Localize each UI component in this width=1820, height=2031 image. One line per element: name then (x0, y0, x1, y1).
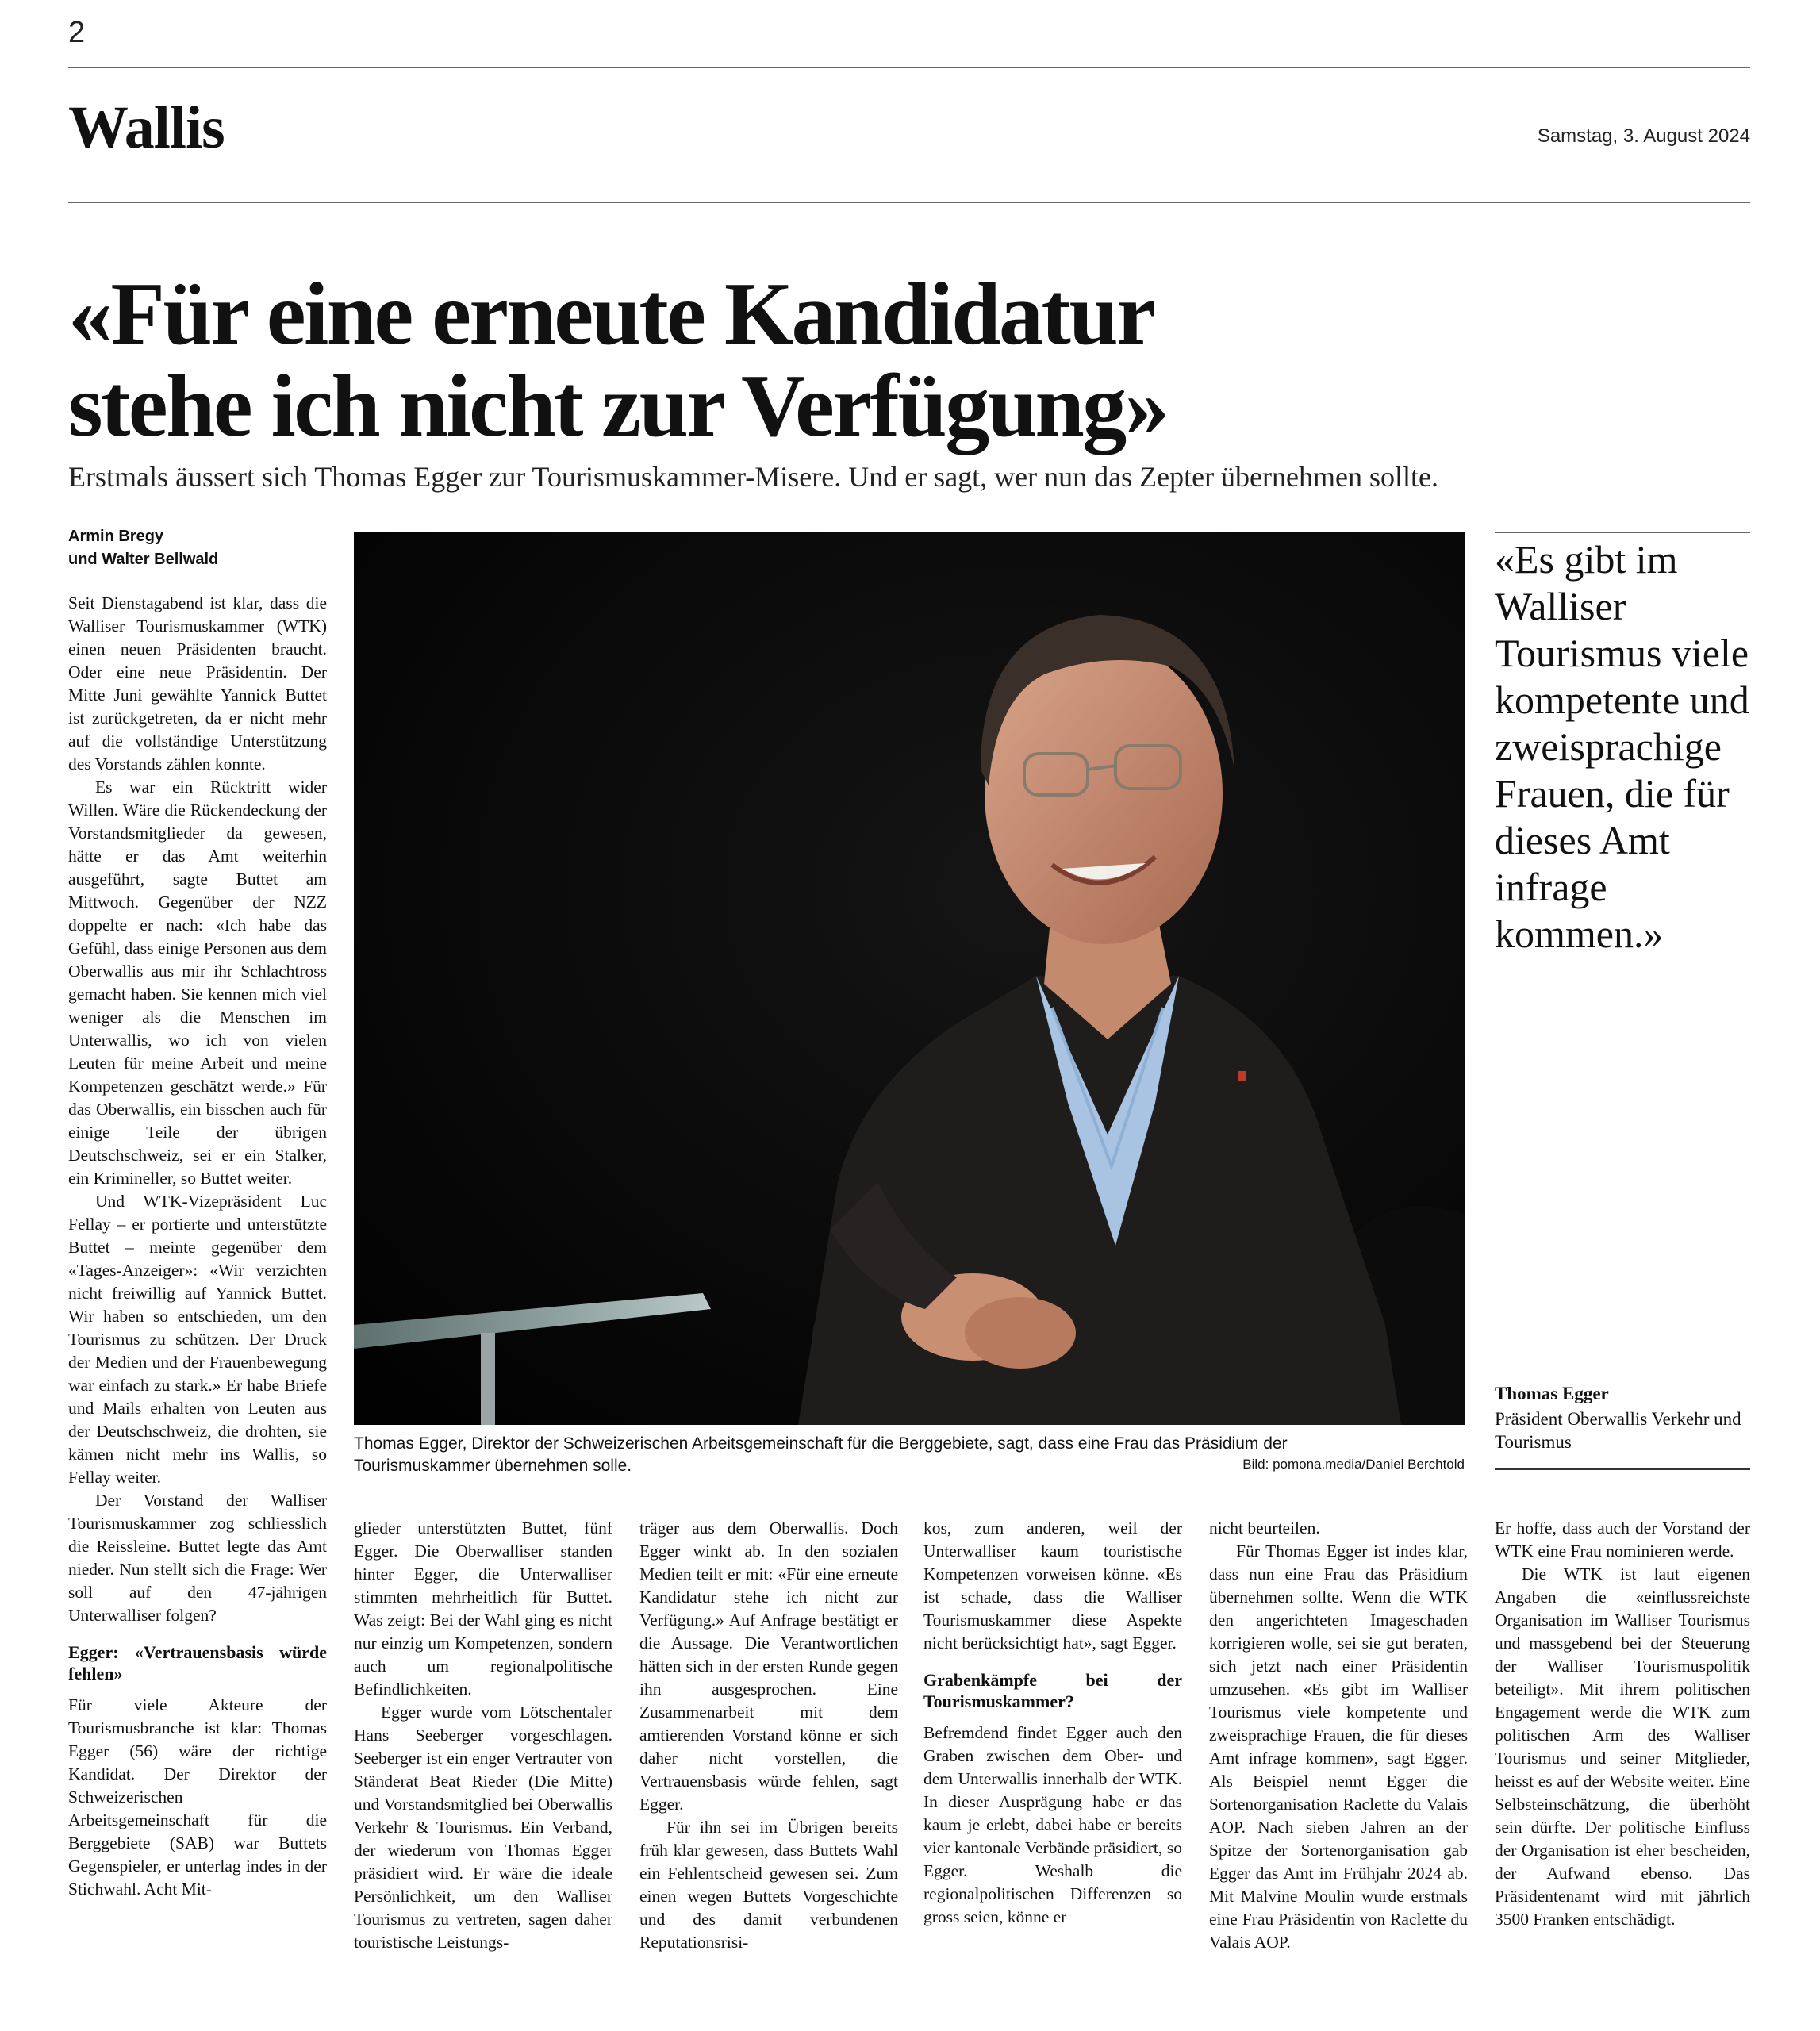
article-column-1 (68, 592, 327, 1901)
article-column-5 (1209, 1517, 1468, 1954)
issue-date: Samstag, 3. August 2024 (1537, 125, 1750, 147)
paragraph: Befremdend findet Egger auch den Graben zwischen dem Ober- und dem Unterwallis innerhalb der WTK. In dieser Ausprägung habe er das kaum je erlebt, dabei habe er bereits vier kantonale Verbände präsidiert, so Egger. Weshalb die regionalpolitischen Differenzen so gross seien, könne er (923, 1723, 1182, 1926)
article-column-6 (1495, 1517, 1750, 1931)
pull-quote: «Es gibt im Walliser Tourismus viele kompetente und zweisprachige Frauen, die für dieses Amt infrage kommen.» (1495, 537, 1749, 956)
paragraph: Seit Dienstagabend ist klar, dass die Walliser Tourismuskammer (WTK) einen neuen Präsidenten braucht. Oder eine neue Präsidentin. Der Mitte Juni gewählte Yannick Buttet ist zurückgetreten, da er nicht mehr auf die vollständige Unterstützung des Vorstands zählen konnte. (68, 593, 327, 774)
top-rule (68, 67, 1750, 68)
portrait-photo (354, 532, 1465, 1425)
author-name: und Walter Bellwald (68, 551, 219, 568)
paragraph: Der Vorstand der Walliser Tourismuskammer zog schliesslich die Reissleine. Buttet legte das Amt nieder. Nun stellt sich die Frage: Wer soll auf den 47-jährigen Unterwalliser folgen? (68, 1491, 327, 1625)
quote-attribution-role: Präsident Oberwallis Verkehr und Tourismus (1495, 1409, 1741, 1452)
paragraph: Für Thomas Egger ist indes klar, dass nun eine Frau das Präsidium übernehmen sollte. Wenn die WTK den angerichteten Imageschaden korrigieren wolle, sei sie gut beraten, sich jetzt nach einer Präsidentin umzusehen. «Es gibt im Walliser Tourismus viele kompetente und zweisprachige Frauen, die für dieses Amt infrage kommen», sagt Egger. Als Beispiel nennt Egger die Sortenorganisation Raclette du Valais AOP. Nach sieben Jahren an der Spitze der Sortenorganisation gab Egger das Amt im Frühjahr 2024 ab. Mit Malvine Moulin wurde erstmals eine Frau Präsidentin von Raclette du Valais AOP. (1209, 1541, 1468, 1952)
portrait-illustration (354, 532, 1465, 1425)
lead-text: Erstmals äussert sich Thomas Egger zur Tourismuskammer-Misere. Und er sagt, wer nun das Zepter übernehmen sollte. (68, 461, 1438, 493)
author-name: Armin Bregy (68, 528, 164, 545)
photo-credit: Bild: pomona.media/Daniel Berchtold (1242, 1457, 1465, 1472)
headline-line: «Für eine erneute Kandidatur (68, 265, 1154, 363)
subheading: Grabenkämpfe bei der Tourismuskammer? (923, 1670, 1182, 1711)
paragraph: Egger wurde vom Lötschentaler Hans Seeberger vorgeschlagen. Seeberger ist ein enger Vertrauter von Ständerat Beat Rieder (Die Mitte) und Vorstandsmitglied bei Oberwallis Verkehr & Tourismus. Ein Verband, der wiederum von Thomas Egger präsidiert wird. Er wäre die ideale Persönlichkeit, um den Walliser Tourismus zu vertreten, sagen daher touristische Leistungs- (354, 1703, 612, 1952)
paragraph: Und WTK-Vizepräsident Luc Fellay – er portierte und unterstützte Buttet – meinte gegenüber dem «Tages-Anzeiger»: «Wir verzichten nicht freiwillig auf Yannick Buttet. Wir haben so entschieden, um den Tourismus zu schützen. Der Druck der Medien und der Frauenbewegung war einfach zu stark.» Er habe Briefe und Mails erhalten von Leuten aus der Deutschschweiz, die drohten, sie kämen nicht mehr ins Wallis, so Fellay weiter. (68, 1192, 327, 1487)
byline (68, 525, 330, 571)
paragraph: kos, zum anderen, weil der Unterwalliser kaum touristische Kompetenzen vorweisen könne. «Es ist schade, dass die Walliser Tourismuskammer diese Aspekte nicht berücksichtigt hat», sagt Egger. (923, 1518, 1182, 1653)
paragraph: Die WTK ist laut eigenen Angaben die «einflussreichste Organisation im Walliser Tourismus und massgebend bei der Steuerung der Walliser Tourismuspolitik beteiligt». Mit ihrem politischen Engagement werde die WTK zum politischen Arm des Walliser Tourismus und seiner Mitglieder, heisst es auf der Website weiter. Eine Selbsteinschätzung, die überhöht sein dürfte. Der politische Einfluss der Organisation ist eher bescheiden, der Aufwand ebenso. Das Präsidentenamt wird mit jährlich 3500 Franken entschädigt. (1495, 1565, 1750, 1929)
quote-rule (1495, 532, 1750, 533)
paragraph: Für ihn sei im Übrigen bereits früh klar gewesen, dass Buttets Wahl ein Fehlentscheid gewesen sei. Zum einen wegen Buttets Vorgeschichte und des damit verbundenen Reputationsrisi- (639, 1818, 898, 1952)
paragraph: träger aus dem Oberwallis. Doch Egger winkt ab. In den sozialen Medien teilt er mit: «Für eine erneute Kandidatur stehe ich nicht zur Verfügung.» Auf Anfrage bestätigt er die Aussage. Die Verantwortlichen hätten sich in der ersten Runde gegen ihn ausgesprochen. Eine Zusammenarbeit mit dem amtierenden Vorstand könne er sich daher nicht vorstellen, die Vertrauensbasis würde fehlen, sagt Egger. (639, 1518, 898, 1814)
article-column-3 (639, 1517, 898, 1954)
section-title: Wallis (68, 94, 225, 161)
photo-caption: Thomas Egger, Direktor der Schweizerischen Arbeitsgemeinschaft für die Berggebiete, sagt, dass eine Frau das Präsidium der Tourismuskammer übernehmen solle. (354, 1434, 1288, 1475)
paragraph: glieder unterstützten Buttet, fünf Egger. Die Oberwalliser standen hinter Egger, die Unterwalliser stimmten mehrheitlich für Buttet. Was zeigt: Bei der Wahl ging es nicht nur einzig um Kompetenzen, sondern auch um regionalpolitische Befindlichkeiten. (354, 1518, 612, 1699)
header-rule (68, 202, 1750, 203)
quote-attribution-name: Thomas Egger (1495, 1384, 1609, 1403)
paragraph: Für viele Akteure der Tourismusbranche ist klar: Thomas Egger (56) wäre der richtige Kandidat. Der Direktor der Schweizerischen Arbeitsgemeinschaft für die Berggebiete (SAB) war Buttets Gegenspieler, er unterlag indes in der Stichwahl. Acht Mit- (68, 1695, 327, 1899)
paragraph: Es war ein Rücktritt wider Willen. Wäre die Rückendeckung der Vorstandsmitglieder da gewesen, hätte er das Amt weiterhin ausgeführt, sagte Buttet am Mittwoch. Gegenüber der NZZ doppelte er nach: «Ich habe das Gefühl, dass einige Personen aus dem Oberwallis aus mir ihr Schlachtross gemacht haben. Sie kennen mich viel weniger als die Menschen im Unterwallis, wo ich von vielen Leuten für meine Arbeit und meine Kompetenzen geschätzt werde.» Für das Oberwallis, ein bisschen auch für einige Teile der übrigen Deutschschweiz, sei er ein Stalker, ein Krimineller, so Buttet weiter. (68, 777, 328, 1188)
headline (68, 265, 1576, 455)
paragraph: nicht beurteilen. (1209, 1518, 1320, 1538)
paragraph: Er hoffe, dass auch der Vorstand der WTK eine Frau nominieren werde. (1495, 1518, 1750, 1561)
page-number: 2 (68, 16, 86, 49)
quote-rule (1495, 1468, 1750, 1470)
article-column-2 (354, 1517, 612, 1954)
subheading: Egger: «Vertrauensbasis würde fehlen» (68, 1642, 327, 1684)
headline-line: stehe ich nicht zur Verfügung» (68, 357, 1168, 455)
article-column-4 (923, 1517, 1182, 1929)
